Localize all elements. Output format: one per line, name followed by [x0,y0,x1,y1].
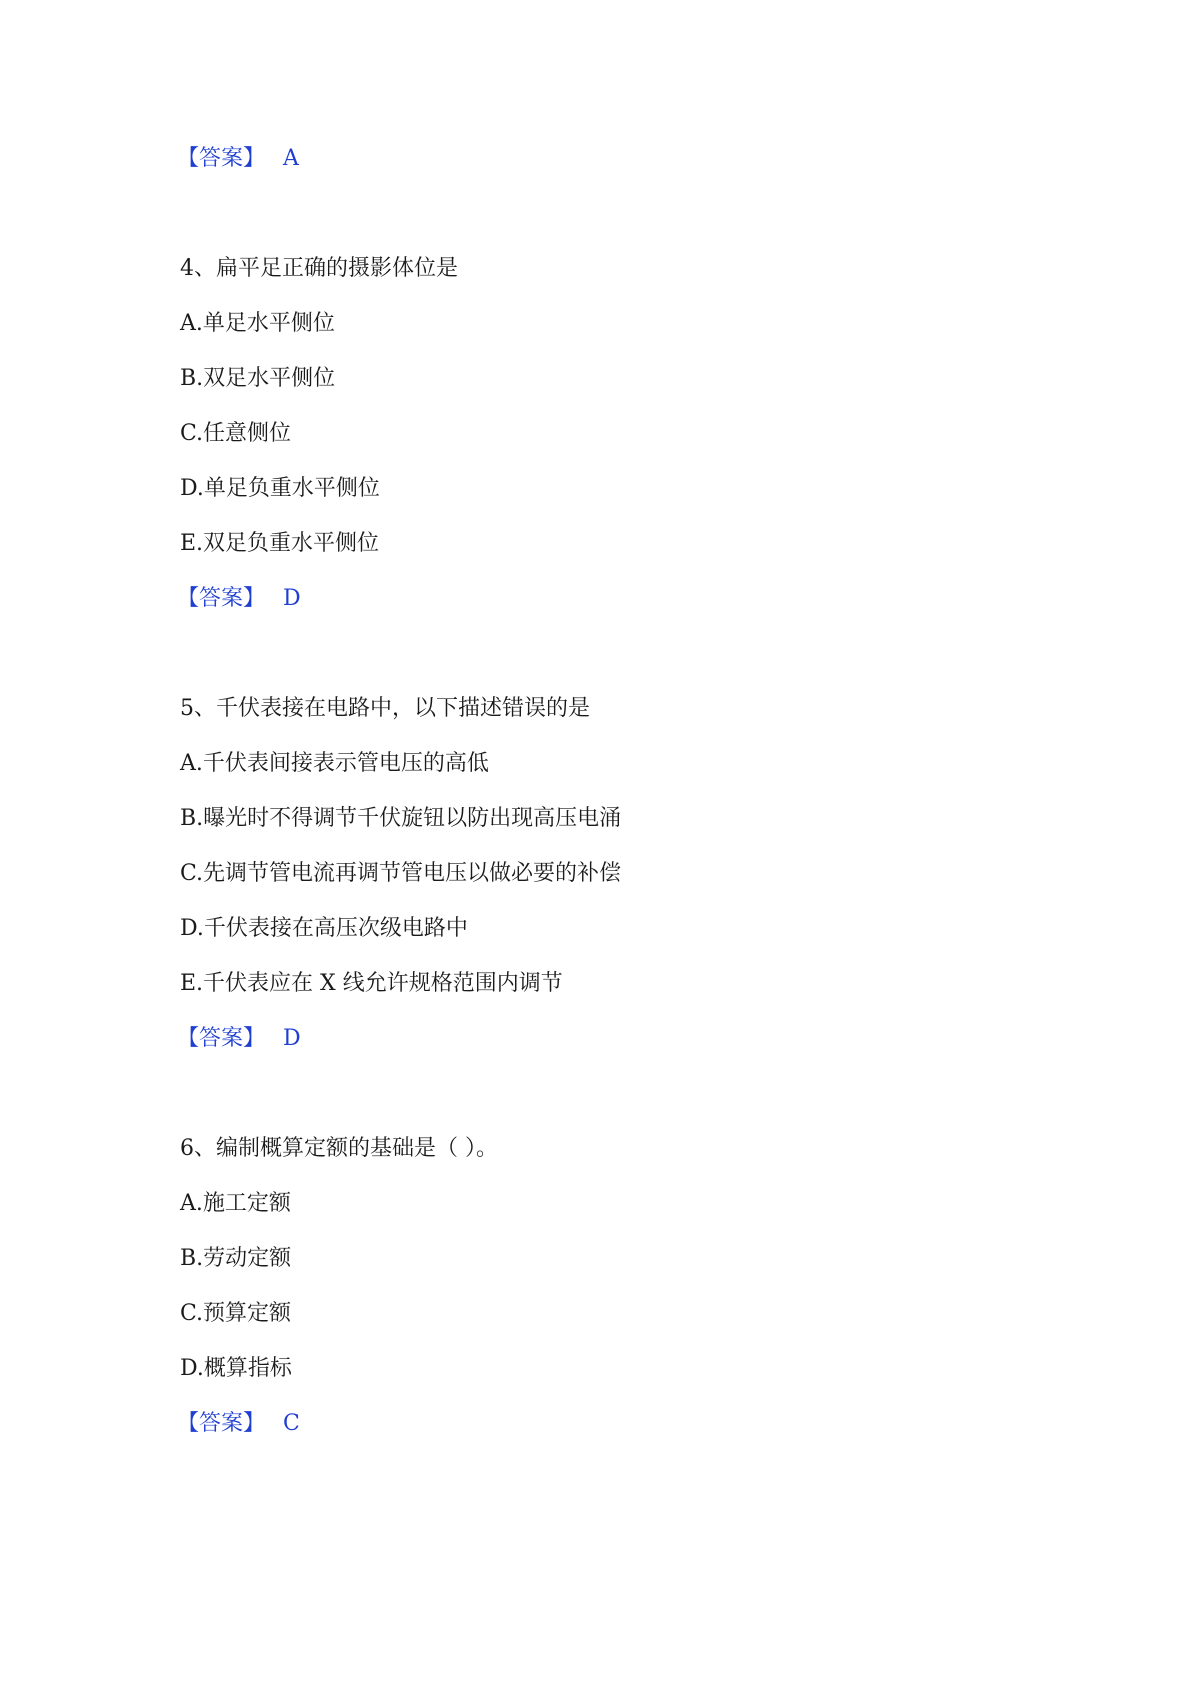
option-4b: B.双足水平侧位 [180,366,336,391]
answer-q3 [177,144,299,174]
option-4a: A.单足水平侧位 [180,311,335,336]
answer-value: D [283,1026,301,1051]
option-5c: C.先调节管电流再调节管电压以做必要的补偿 [180,861,622,886]
option-5a: A.千伏表间接表示管电压的高低 [180,751,489,776]
answer-value: C [283,1411,300,1436]
answer-q6 [177,1409,300,1439]
option-5e: E.千伏表应在 X 线允许规格范围内调节 [180,971,563,996]
question-stem-6: 6、编制概算定额的基础是（ ）。 [180,1136,498,1161]
option-6d: D.概算指标 [180,1356,292,1381]
answer-q5 [177,1024,301,1054]
option-6c: C.预算定额 [180,1301,292,1326]
question-stem-5: 5、千伏表接在电路中，以下描述错误的是 [180,696,590,721]
option-6b: B.劳动定额 [180,1246,292,1271]
answer-value: D [283,586,301,611]
answer-label: 【答案】 [177,1026,266,1051]
answer-label: 【答案】 [177,586,266,611]
answer-q4 [177,584,301,614]
answer-value: A [283,146,299,171]
answer-label: 【答案】 [177,1411,266,1436]
option-5b: B.曝光时不得调节千伏旋钮以防出现高压电涌 [180,806,622,831]
option-4d: D.单足负重水平侧位 [180,476,380,501]
option-5d: D.千伏表接在高压次级电路中 [180,916,468,941]
option-6a: A.施工定额 [180,1191,291,1216]
answer-label: 【答案】 [177,146,266,171]
option-4c: C.任意侧位 [180,421,292,446]
question-stem-4: 4、扁平足正确的摄影体位是 [180,256,458,281]
option-4e: E.双足负重水平侧位 [180,531,380,556]
